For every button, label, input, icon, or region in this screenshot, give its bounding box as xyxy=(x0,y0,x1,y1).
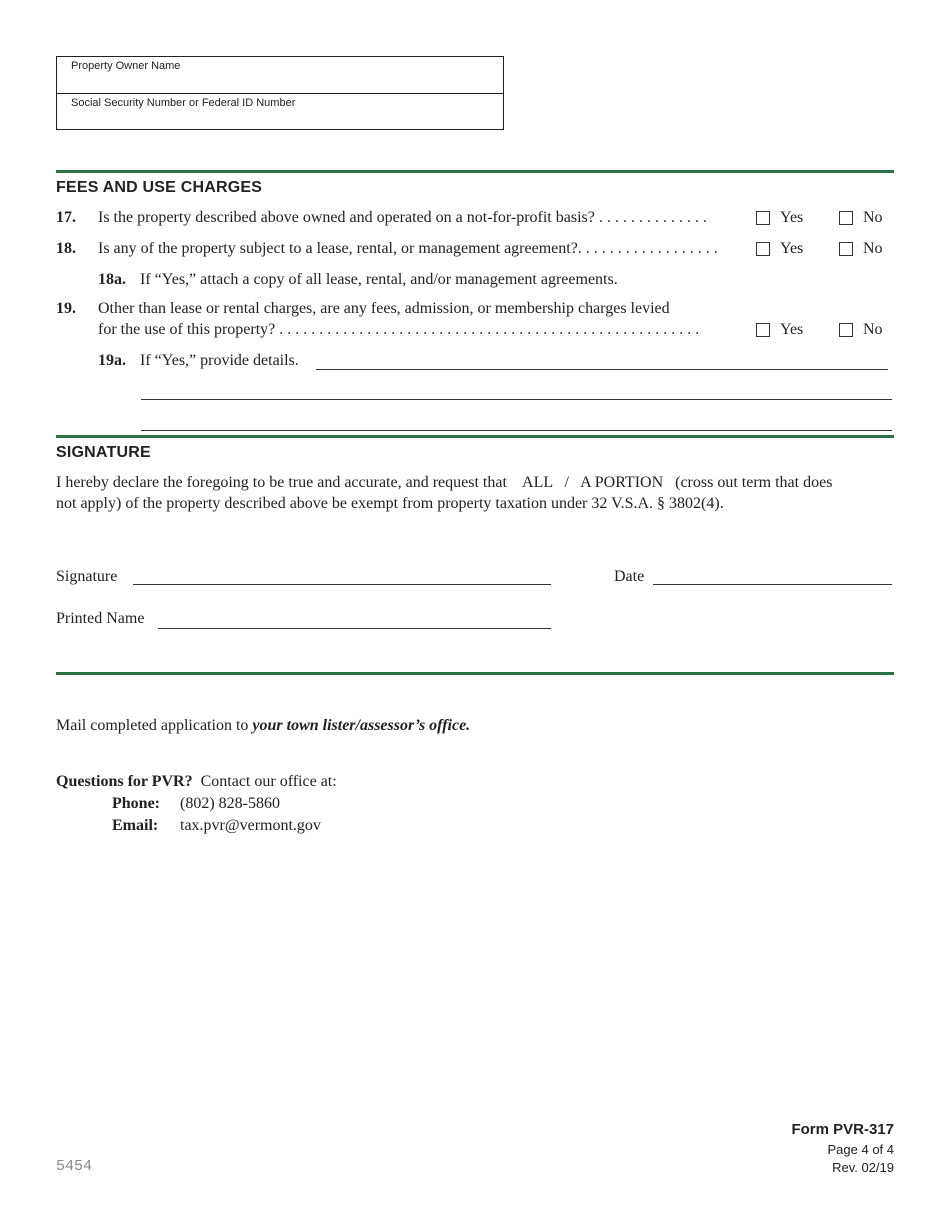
question-19-no-checkbox[interactable] xyxy=(839,323,853,342)
form-code: 5454 xyxy=(56,1158,93,1175)
question-18-yes-label: Yes xyxy=(780,240,804,257)
owner-name-row[interactable] xyxy=(57,57,503,93)
question-19-text-line2 xyxy=(98,321,699,339)
checkbox-icon[interactable] xyxy=(756,242,770,256)
leader-dots: . . . . . . . . . . . . . . xyxy=(594,209,707,226)
question-18-no-checkbox[interactable] xyxy=(839,242,853,261)
phone-label: Phone: xyxy=(112,795,160,812)
question-18-text xyxy=(98,240,718,258)
checkbox-icon[interactable] xyxy=(839,323,853,337)
leader-dots: . . . . . . . . . . . . . . . . . . xyxy=(577,240,718,257)
question-17-label: Is the property described above owned and operated on a not-for-profit basis? xyxy=(98,209,595,226)
checkbox-icon[interactable] xyxy=(839,242,853,256)
section-divider xyxy=(56,435,894,438)
question-19a-text: If “Yes,” provide details. xyxy=(140,352,299,369)
owner-name-label: Property Owner Name xyxy=(71,60,181,72)
question-19-label: for the use of this property? xyxy=(98,321,276,338)
ssn-label: Social Security Number or Federal ID Number xyxy=(71,97,296,109)
form-id: Form PVR-317 xyxy=(791,1121,894,1138)
details-line-3[interactable] xyxy=(141,430,892,431)
mail-instruction-destination: your town lister/assessor’s office. xyxy=(252,717,471,734)
question-19-text-line1: Other than lease or rental charges, are any fees, admission, or membership charges levied xyxy=(98,300,670,317)
question-17-no-label: No xyxy=(863,209,883,226)
question-19-number: 19. xyxy=(56,300,76,317)
declaration-line-1: I hereby declare the foregoing to be true and accurate, and request that ALL / A PORTION (cross out term that does xyxy=(56,474,833,491)
signature-section-title: SIGNATURE xyxy=(56,444,151,461)
section-divider xyxy=(56,170,894,173)
contact-heading-rest: Contact our office at: xyxy=(192,773,337,790)
printed-name-line[interactable] xyxy=(158,628,551,629)
question-18-yes-checkbox[interactable] xyxy=(756,242,770,261)
question-19-no-label: No xyxy=(863,321,883,338)
signature-label: Signature xyxy=(56,568,118,585)
email-value[interactable]: tax.pvr@vermont.gov xyxy=(180,817,321,834)
question-17-yes-label: Yes xyxy=(780,209,804,226)
question-18a-number: 18a. xyxy=(98,271,126,288)
leader-dots: . . . . . . . . . . . . . . . . . . . . . . . . . . . . . . . . . . . . . . . . . . . . . . . . . . . . . xyxy=(275,321,700,338)
question-18-label: Is any of the property subject to a lease, rental, or management agreement? xyxy=(98,240,578,257)
contact-heading-bold: Questions for PVR? xyxy=(56,773,193,790)
declaration-line-2: not apply) of the property described above be exempt from property taxation under 32 V.S.A. § 3802(4). xyxy=(56,495,724,512)
checkbox-icon[interactable] xyxy=(839,211,853,225)
question-17-no-checkbox[interactable] xyxy=(839,211,853,230)
question-18a-text: If “Yes,” attach a copy of all lease, rental, and/or management agreements. xyxy=(140,271,618,288)
signature-line[interactable] xyxy=(133,584,551,585)
owner-info-box xyxy=(56,56,504,130)
question-18-number: 18. xyxy=(56,240,76,257)
contact-heading xyxy=(56,773,337,791)
section-divider xyxy=(56,672,894,675)
phone-value: (802) 828-5860 xyxy=(180,795,280,812)
revision-date: Rev. 02/19 xyxy=(832,1160,894,1175)
question-19a-number: 19a. xyxy=(98,352,126,369)
question-17-yes-checkbox[interactable] xyxy=(756,211,770,230)
details-line-2[interactable] xyxy=(141,399,892,400)
mail-instruction-prefix: Mail completed application to xyxy=(56,717,253,734)
email-label: Email: xyxy=(112,817,159,834)
checkbox-icon[interactable] xyxy=(756,323,770,337)
details-line-1[interactable] xyxy=(316,369,888,370)
fees-section-title: FEES AND USE CHARGES xyxy=(56,179,263,196)
page-number: Page 4 of 4 xyxy=(827,1142,894,1157)
printed-name-label: Printed Name xyxy=(56,610,145,627)
question-18-no-label: No xyxy=(863,240,883,257)
date-line[interactable] xyxy=(653,584,892,585)
checkbox-icon[interactable] xyxy=(756,211,770,225)
question-17-text xyxy=(98,209,707,227)
ssn-row[interactable] xyxy=(57,93,503,130)
mail-instruction xyxy=(56,717,470,735)
question-17-number: 17. xyxy=(56,209,76,226)
question-19-yes-label: Yes xyxy=(780,321,804,338)
date-label: Date xyxy=(614,568,645,585)
question-19-yes-checkbox[interactable] xyxy=(756,323,770,342)
